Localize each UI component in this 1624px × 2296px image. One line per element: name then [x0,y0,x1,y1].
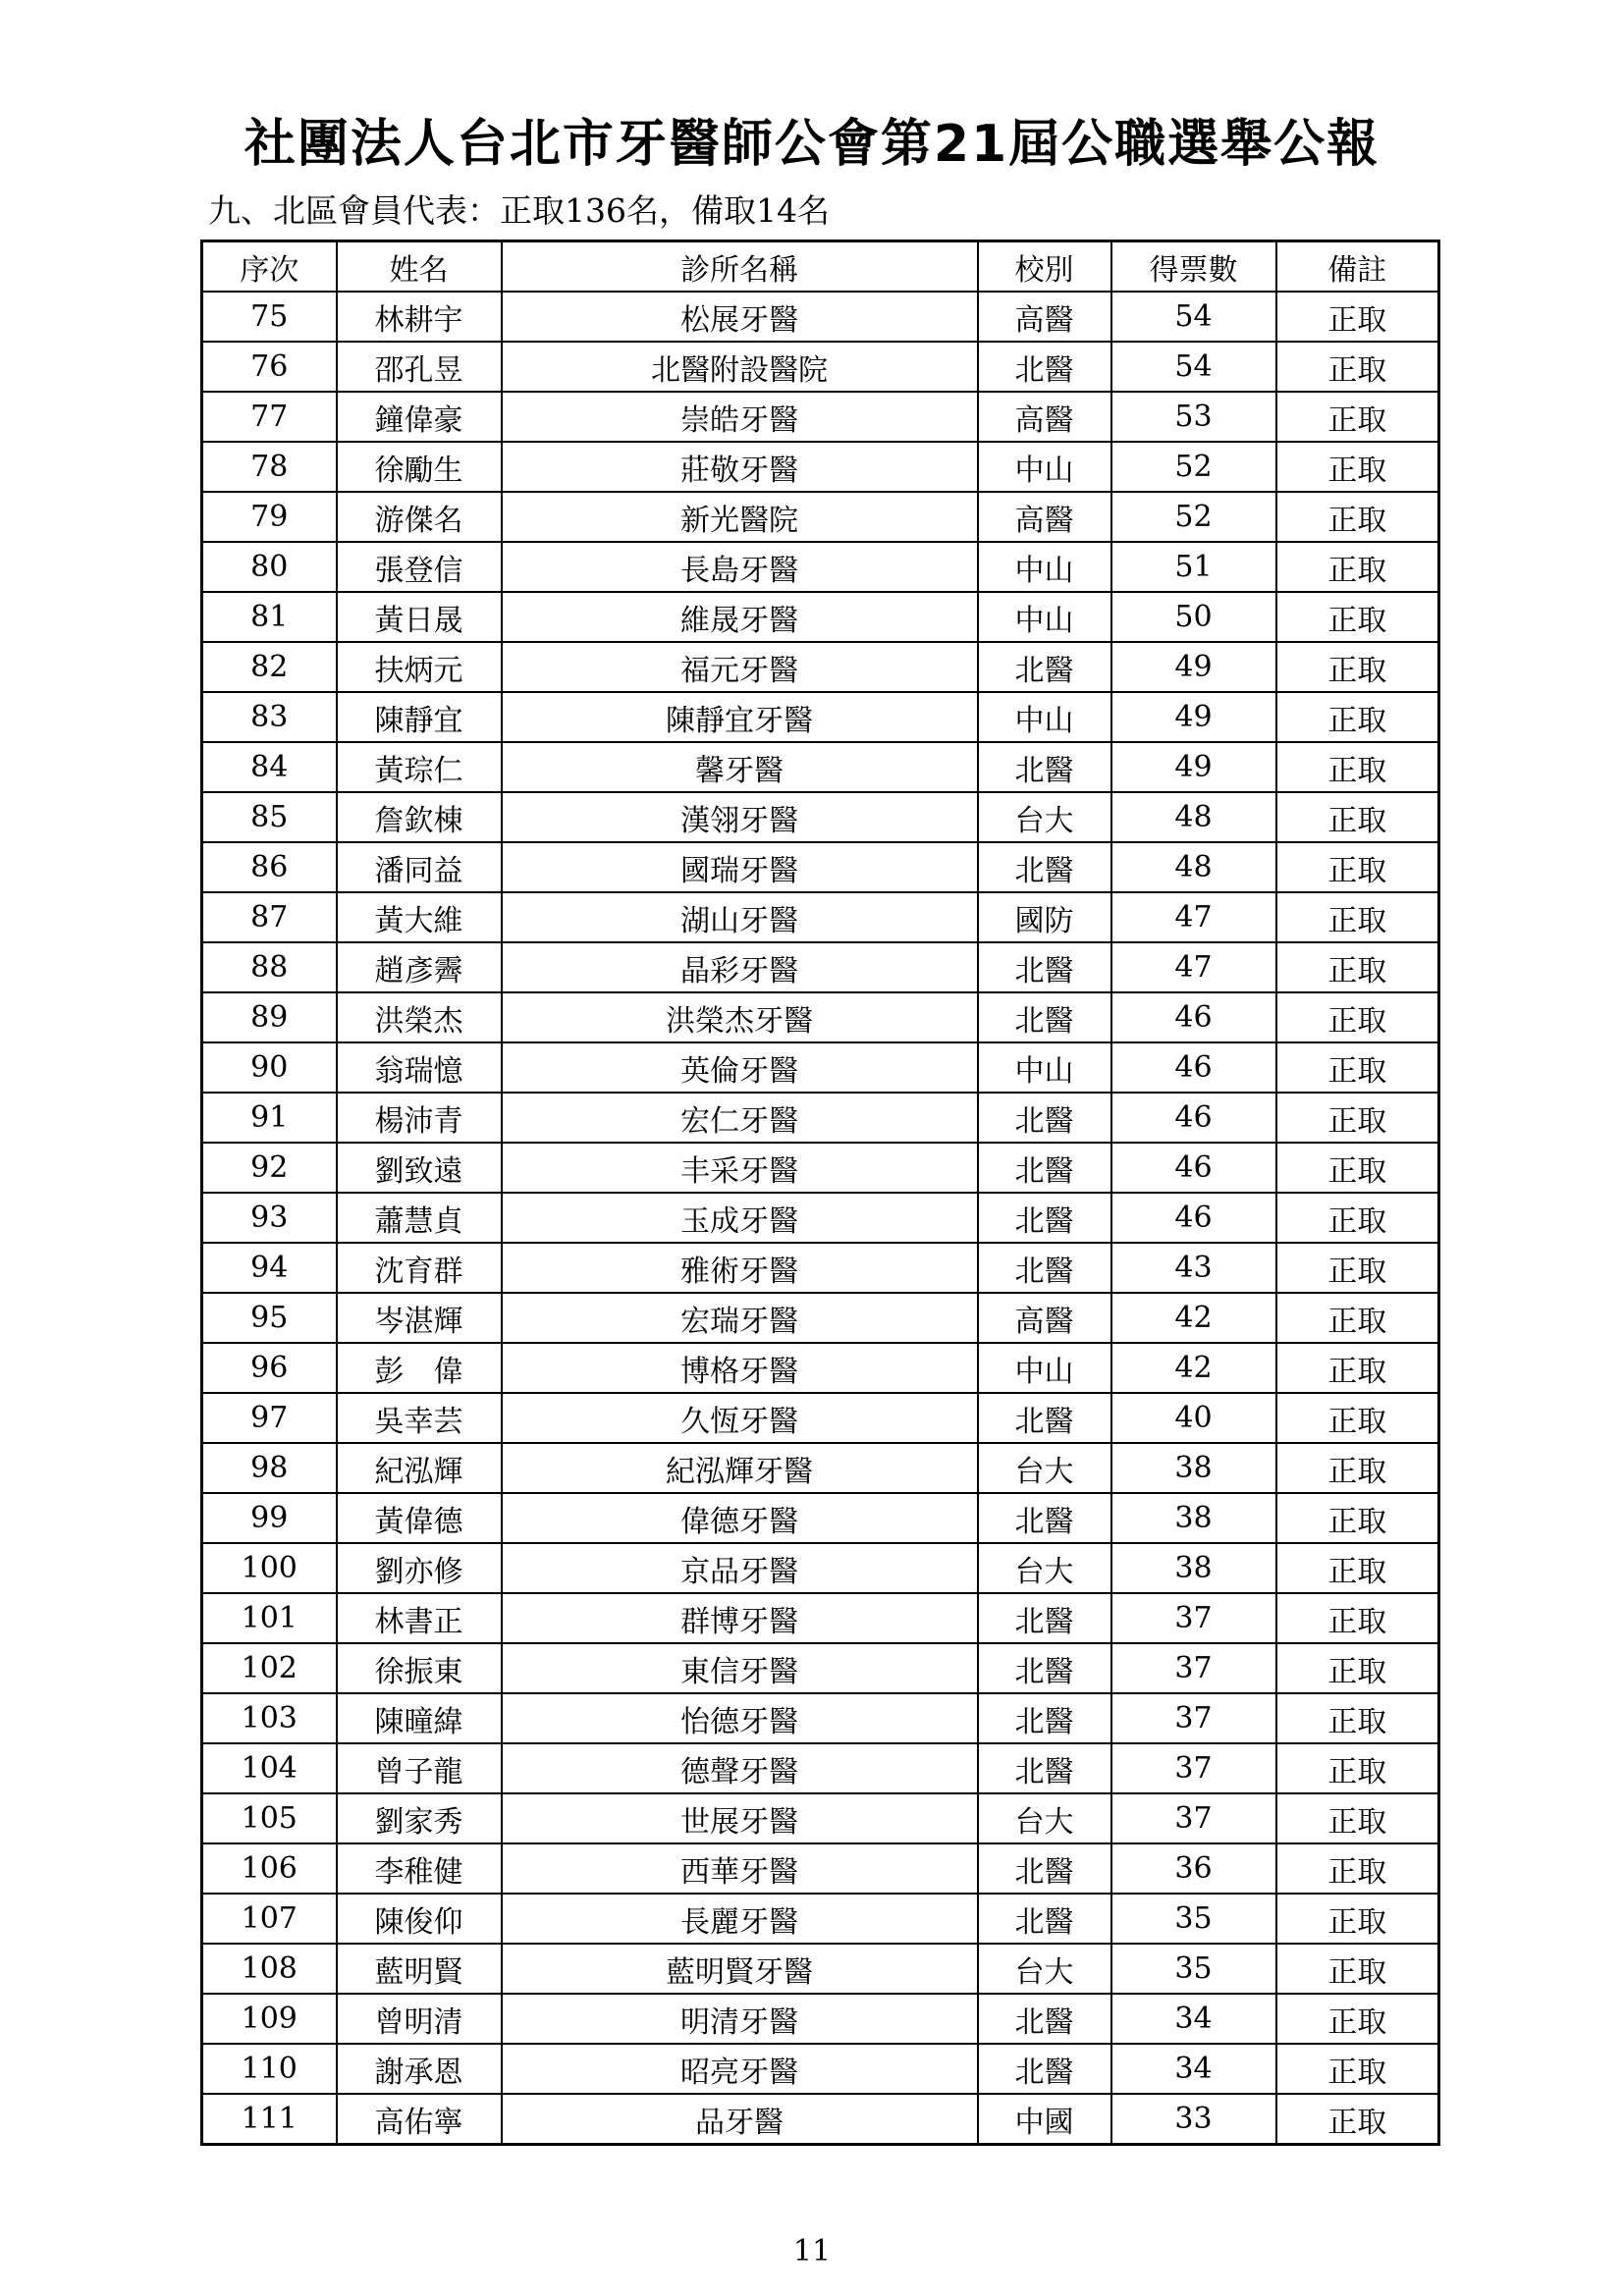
cell-school: 台大 [978,792,1111,842]
cell-sequence: 110 [202,2044,337,2094]
cell-name: 游傑名 [337,492,502,542]
cell-name: 洪榮杰 [337,992,502,1042]
cell-school: 台大 [978,1543,1111,1593]
cell-sequence: 89 [202,992,337,1042]
cell-clinic: 北醫附設醫院 [502,342,978,392]
cell-school: 北醫 [978,1994,1111,2044]
table-row [202,792,1439,842]
cell-name: 岑湛輝 [337,1293,502,1343]
header-school: 校別 [978,241,1111,293]
table-row [202,1343,1439,1393]
table-row [202,842,1439,892]
cell-school: 北醫 [978,1393,1111,1443]
cell-school: 北醫 [978,992,1111,1042]
cell-name: 張登信 [337,542,502,592]
table-row [202,1093,1439,1143]
cell-clinic: 紀泓輝牙醫 [502,1443,978,1493]
cell-votes: 38 [1111,1443,1276,1493]
cell-sequence: 87 [202,892,337,942]
cell-school: 北醫 [978,942,1111,992]
cell-votes: 49 [1111,692,1276,742]
cell-clinic: 玉成牙醫 [502,1193,978,1243]
cell-votes: 38 [1111,1543,1276,1593]
cell-sequence: 81 [202,592,337,642]
cell-clinic: 長島牙醫 [502,542,978,592]
table-row [202,392,1439,442]
cell-clinic: 陳靜宜牙醫 [502,692,978,742]
cell-remark: 正取 [1276,1994,1439,2044]
cell-remark: 正取 [1276,292,1439,342]
table-row [202,1493,1439,1543]
cell-votes: 37 [1111,1593,1276,1643]
cell-clinic: 怡德牙醫 [502,1693,978,1743]
cell-sequence: 105 [202,1793,337,1843]
cell-school: 中山 [978,692,1111,742]
cell-votes: 43 [1111,1243,1276,1293]
table-row [202,2094,1439,2145]
cell-votes: 37 [1111,1693,1276,1743]
cell-clinic: 晶彩牙醫 [502,942,978,992]
table-row [202,1793,1439,1843]
cell-school: 北醫 [978,1643,1111,1693]
cell-votes: 38 [1111,1493,1276,1543]
cell-school: 國防 [978,892,1111,942]
cell-sequence: 83 [202,692,337,742]
cell-name: 趙彥霽 [337,942,502,992]
cell-remark: 正取 [1276,892,1439,942]
cell-votes: 47 [1111,942,1276,992]
document-title: 社團法人台北市牙醫師公會第21屆公職選舉公報 [244,115,1380,174]
cell-clinic: 雅術牙醫 [502,1243,978,1293]
cell-votes: 50 [1111,592,1276,642]
cell-school: 高醫 [978,392,1111,442]
cell-remark: 正取 [1276,742,1439,792]
cell-name: 詹欽棟 [337,792,502,842]
cell-school: 北醫 [978,1693,1111,1743]
cell-votes: 46 [1111,992,1276,1042]
cell-clinic: 馨牙醫 [502,742,978,792]
cell-sequence: 84 [202,742,337,792]
cell-clinic: 漢翎牙醫 [502,792,978,842]
cell-name: 高佑寧 [337,2094,502,2145]
table-row [202,692,1439,742]
cell-school: 北醫 [978,1493,1111,1543]
cell-clinic: 新光醫院 [502,492,978,542]
cell-name: 楊沛青 [337,1093,502,1143]
cell-clinic: 明清牙醫 [502,1994,978,2044]
cell-sequence: 92 [202,1143,337,1193]
cell-clinic: 德聲牙醫 [502,1743,978,1793]
cell-remark: 正取 [1276,542,1439,592]
cell-school: 北醫 [978,1193,1111,1243]
cell-name: 林耕宇 [337,292,502,342]
cell-name: 劉亦修 [337,1543,502,1593]
header-sequence: 序次 [202,241,337,293]
table-row [202,1843,1439,1894]
table-row [202,992,1439,1042]
cell-remark: 正取 [1276,1293,1439,1343]
cell-school: 高醫 [978,492,1111,542]
cell-remark: 正取 [1276,1393,1439,1443]
cell-remark: 正取 [1276,1143,1439,1193]
cell-sequence: 95 [202,1293,337,1343]
cell-votes: 52 [1111,492,1276,542]
cell-votes: 42 [1111,1293,1276,1343]
cell-votes: 46 [1111,1093,1276,1143]
cell-clinic: 福元牙醫 [502,642,978,692]
cell-sequence: 90 [202,1042,337,1093]
cell-votes: 46 [1111,1143,1276,1193]
cell-clinic: 昭亮牙醫 [502,2044,978,2094]
cell-remark: 正取 [1276,492,1439,542]
cell-name: 劉家秀 [337,1793,502,1843]
cell-votes: 46 [1111,1042,1276,1093]
cell-sequence: 78 [202,442,337,492]
cell-sequence: 109 [202,1994,337,2044]
cell-name: 黃偉德 [337,1493,502,1543]
cell-votes: 49 [1111,742,1276,792]
table-row [202,1693,1439,1743]
cell-votes: 46 [1111,1193,1276,1243]
cell-name: 曾明清 [337,1994,502,2044]
cell-school: 台大 [978,1793,1111,1843]
cell-votes: 51 [1111,542,1276,592]
table-row [202,442,1439,492]
cell-name: 曾子龍 [337,1743,502,1793]
cell-sequence: 98 [202,1443,337,1493]
cell-school: 中山 [978,1042,1111,1093]
cell-remark: 正取 [1276,1042,1439,1093]
cell-remark: 正取 [1276,392,1439,442]
cell-name: 林書正 [337,1593,502,1643]
cell-remark: 正取 [1276,1693,1439,1743]
cell-sequence: 77 [202,392,337,442]
cell-name: 徐勵生 [337,442,502,492]
cell-remark: 正取 [1276,1743,1439,1793]
table-row [202,492,1439,542]
election-results-table [200,240,1440,2146]
header-name: 姓名 [337,241,502,293]
cell-sequence: 82 [202,642,337,692]
table-row [202,592,1439,642]
cell-sequence: 86 [202,842,337,892]
cell-clinic: 丰采牙醫 [502,1143,978,1193]
cell-name: 劉致遠 [337,1143,502,1193]
cell-votes: 36 [1111,1843,1276,1894]
cell-clinic: 湖山牙醫 [502,892,978,942]
cell-school: 北醫 [978,1093,1111,1143]
table-row [202,1443,1439,1493]
cell-name: 邵孔昱 [337,342,502,392]
cell-sequence: 76 [202,342,337,392]
cell-clinic: 西華牙醫 [502,1843,978,1894]
cell-votes: 34 [1111,1994,1276,2044]
table-row [202,1393,1439,1443]
cell-remark: 正取 [1276,942,1439,992]
cell-sequence: 75 [202,292,337,342]
cell-votes: 53 [1111,392,1276,442]
cell-name: 蕭慧貞 [337,1193,502,1243]
table-row [202,1293,1439,1343]
cell-clinic: 世展牙醫 [502,1793,978,1843]
cell-remark: 正取 [1276,1493,1439,1543]
cell-remark: 正取 [1276,792,1439,842]
header-votes: 得票數 [1111,241,1276,293]
cell-name: 潘同益 [337,842,502,892]
cell-sequence: 85 [202,792,337,842]
cell-sequence: 99 [202,1493,337,1543]
table-row [202,292,1439,342]
table-row [202,1143,1439,1193]
cell-clinic: 偉德牙醫 [502,1493,978,1543]
page-number: 11 [792,2234,832,2269]
table-row [202,2044,1439,2094]
cell-votes: 42 [1111,1343,1276,1393]
cell-remark: 正取 [1276,342,1439,392]
table-row [202,1743,1439,1793]
table-row [202,1643,1439,1693]
cell-clinic: 宏仁牙醫 [502,1093,978,1143]
table-row [202,1994,1439,2044]
cell-remark: 正取 [1276,442,1439,492]
cell-clinic: 崇皓牙醫 [502,392,978,442]
cell-clinic: 松展牙醫 [502,292,978,342]
cell-clinic: 長麗牙醫 [502,1894,978,1944]
cell-school: 中山 [978,592,1111,642]
cell-sequence: 102 [202,1643,337,1693]
header-remark: 備註 [1276,241,1439,293]
cell-sequence: 108 [202,1944,337,1994]
cell-name: 鐘偉豪 [337,392,502,442]
cell-remark: 正取 [1276,2094,1439,2145]
cell-clinic: 國瑞牙醫 [502,842,978,892]
cell-name: 陳靜宜 [337,692,502,742]
cell-clinic: 宏瑞牙醫 [502,1293,978,1343]
cell-clinic: 博格牙醫 [502,1343,978,1393]
cell-clinic: 久恆牙醫 [502,1393,978,1443]
table-row [202,1894,1439,1944]
cell-clinic: 東信牙醫 [502,1643,978,1693]
cell-school: 台大 [978,1443,1111,1493]
cell-school: 北醫 [978,1743,1111,1793]
cell-sequence: 106 [202,1843,337,1894]
cell-name: 扶炳元 [337,642,502,692]
cell-sequence: 79 [202,492,337,542]
cell-remark: 正取 [1276,1793,1439,1843]
table-row [202,1944,1439,1994]
cell-name: 徐振東 [337,1643,502,1693]
cell-school: 北醫 [978,642,1111,692]
table-row [202,542,1439,592]
cell-name: 黃日晟 [337,592,502,642]
cell-school: 北醫 [978,742,1111,792]
cell-school: 北醫 [978,1894,1111,1944]
table-header-row [202,241,1439,293]
cell-name: 陳曈緯 [337,1693,502,1743]
cell-remark: 正取 [1276,2044,1439,2094]
cell-votes: 49 [1111,642,1276,692]
cell-clinic: 英倫牙醫 [502,1042,978,1093]
cell-remark: 正取 [1276,1843,1439,1894]
cell-remark: 正取 [1276,592,1439,642]
cell-remark: 正取 [1276,1944,1439,1994]
table-row [202,742,1439,792]
cell-votes: 54 [1111,292,1276,342]
cell-school: 中山 [978,542,1111,592]
cell-clinic: 群博牙醫 [502,1593,978,1643]
cell-name: 吳幸芸 [337,1393,502,1443]
cell-sequence: 80 [202,542,337,592]
cell-sequence: 93 [202,1193,337,1243]
cell-votes: 37 [1111,1793,1276,1843]
table-row [202,342,1439,392]
cell-name: 彭 偉 [337,1343,502,1393]
cell-votes: 48 [1111,792,1276,842]
cell-name: 紀泓輝 [337,1443,502,1493]
cell-school: 北醫 [978,1593,1111,1643]
table-row [202,1042,1439,1093]
cell-clinic: 京品牙醫 [502,1543,978,1593]
table-row [202,642,1439,692]
cell-remark: 正取 [1276,1443,1439,1493]
table-row [202,1543,1439,1593]
cell-clinic: 莊敬牙醫 [502,442,978,492]
cell-clinic: 品牙醫 [502,2094,978,2145]
cell-votes: 52 [1111,442,1276,492]
cell-school: 高醫 [978,292,1111,342]
cell-sequence: 104 [202,1743,337,1793]
cell-sequence: 96 [202,1343,337,1393]
cell-school: 中山 [978,1343,1111,1393]
cell-votes: 35 [1111,1894,1276,1944]
cell-remark: 正取 [1276,642,1439,692]
cell-votes: 33 [1111,2094,1276,2145]
cell-clinic: 維晟牙醫 [502,592,978,642]
cell-remark: 正取 [1276,1093,1439,1143]
table-row [202,942,1439,992]
cell-remark: 正取 [1276,1593,1439,1643]
cell-remark: 正取 [1276,1543,1439,1593]
cell-remark: 正取 [1276,1643,1439,1693]
cell-sequence: 103 [202,1693,337,1743]
cell-name: 陳俊仰 [337,1894,502,1944]
cell-sequence: 97 [202,1393,337,1443]
table-row [202,1593,1439,1643]
cell-name: 藍明賢 [337,1944,502,1994]
cell-sequence: 91 [202,1093,337,1143]
cell-school: 高醫 [978,1293,1111,1343]
cell-school: 北醫 [978,1243,1111,1293]
cell-remark: 正取 [1276,1243,1439,1293]
header-clinic: 診所名稱 [502,241,978,293]
cell-sequence: 101 [202,1593,337,1643]
table-row [202,1193,1439,1243]
cell-name: 黃大維 [337,892,502,942]
cell-votes: 37 [1111,1643,1276,1693]
cell-school: 北醫 [978,342,1111,392]
cell-school: 北醫 [978,842,1111,892]
cell-name: 李稚健 [337,1843,502,1894]
cell-sequence: 94 [202,1243,337,1293]
cell-name: 翁瑞憶 [337,1042,502,1093]
cell-remark: 正取 [1276,842,1439,892]
cell-name: 謝承恩 [337,2044,502,2094]
cell-school: 北醫 [978,1843,1111,1894]
cell-name: 沈育群 [337,1243,502,1293]
cell-sequence: 88 [202,942,337,992]
cell-remark: 正取 [1276,1193,1439,1243]
cell-school: 中山 [978,442,1111,492]
cell-school: 中國 [978,2094,1111,2145]
cell-school: 北醫 [978,2044,1111,2094]
cell-sequence: 111 [202,2094,337,2145]
section-subtitle: 九、北區會員代表：正取136名，備取14名 [208,191,830,230]
table-row [202,1243,1439,1293]
table-row [202,892,1439,942]
cell-votes: 54 [1111,342,1276,392]
cell-votes: 37 [1111,1743,1276,1793]
cell-school: 台大 [978,1944,1111,1994]
cell-name: 黃琮仁 [337,742,502,792]
cell-remark: 正取 [1276,1343,1439,1393]
cell-votes: 40 [1111,1393,1276,1443]
cell-sequence: 100 [202,1543,337,1593]
cell-clinic: 藍明賢牙醫 [502,1944,978,1994]
cell-clinic: 洪榮杰牙醫 [502,992,978,1042]
cell-votes: 34 [1111,2044,1276,2094]
cell-votes: 35 [1111,1944,1276,1994]
cell-remark: 正取 [1276,692,1439,742]
table-body [202,292,1439,2145]
cell-votes: 48 [1111,842,1276,892]
cell-remark: 正取 [1276,1894,1439,1944]
cell-votes: 47 [1111,892,1276,942]
cell-school: 北醫 [978,1143,1111,1193]
cell-remark: 正取 [1276,992,1439,1042]
cell-sequence: 107 [202,1894,337,1944]
